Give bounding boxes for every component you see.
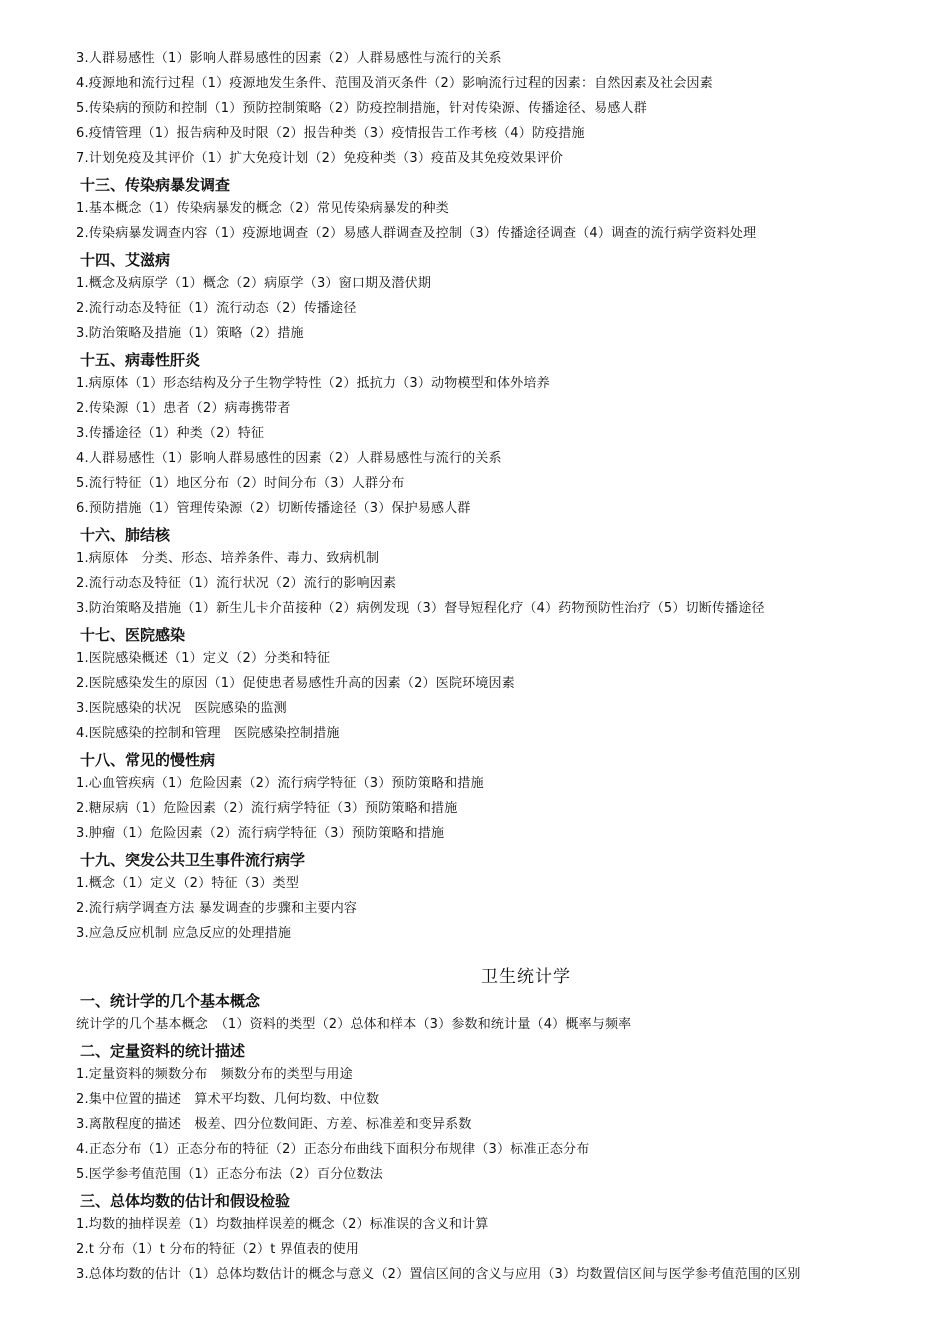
text-line: 5.传染病的预防和控制（1）预防控制策略（2）防疫控制措施，针对传染源、传播途径、易感人群 <box>76 101 647 116</box>
text-line: 2.医院感染发生的原因（1）促使患者易感性升高的因素（2）医院环境因素 <box>76 676 515 691</box>
text-line: 1.定量资料的频数分布 频数分布的类型与用途 <box>76 1067 353 1082</box>
text-line: 2.流行动态及特征（1）流行动态（2）传播途径 <box>76 301 357 316</box>
text-line: 3.防治策略及措施（1）新生儿卡介苗接种（2）病例发现（3）督导短程化疗（4）药物预防性治疗（5）切断传播途径 <box>76 601 765 616</box>
section-16 <box>76 525 936 625</box>
text-line: 1.医院感染概述（1）定义（2）分类和特征 <box>76 651 331 666</box>
stats-section-1 <box>76 991 936 1041</box>
section-heading: 十五、病毒性肝炎 <box>80 351 201 369</box>
text-line: 3.应急反应机制 应急反应的处理措施 <box>76 926 292 941</box>
text-line: 2.糖尿病（1）危险因素（2）流行病学特征（3）预防策略和措施 <box>76 801 458 816</box>
text-line: 1.心血管疾病（1）危险因素（2）流行病学特征（3）预防策略和措施 <box>76 776 484 791</box>
text-line: 2.传染病暴发调查内容（1）疫源地调查（2）易感人群调查及控制（3）传播途径调查（4）调查的流行病学资料处理 <box>76 226 757 241</box>
section-heading: 十七、医院感染 <box>80 626 186 644</box>
text-line: 5.医学参考值范围（1）正态分布法（2）百分位数法 <box>76 1167 383 1182</box>
text-line: 统计学的几个基本概念 （1）资料的类型（2）总体和样本（3）参数和统计量（4）概率与频率 <box>76 1017 632 1032</box>
text-line: 3.传播途径（1）种类（2）特征 <box>76 426 265 441</box>
section-heading: 十八、常见的慢性病 <box>80 751 216 769</box>
text-line: 1.基本概念（1）传染病暴发的概念（2）常见传染病暴发的种类 <box>76 201 449 216</box>
section-heading: 十四、艾滋病 <box>80 251 171 269</box>
text-line: 1.概念（1）定义（2）特征（3）类型 <box>76 876 300 891</box>
text-line: 2.集中位置的描述 算术平均数、几何均数、中位数 <box>76 1092 380 1107</box>
section-heading: 十六、肺结核 <box>80 526 171 544</box>
text-line: 7.计划免疫及其评价（1）扩大免疫计划（2）免疫种类（3）疫苗及其免疫效果评价 <box>76 151 564 166</box>
section-heading: 十九、突发公共卫生事件流行病学 <box>80 851 306 869</box>
part1-top-lines <box>76 50 936 175</box>
text-line: 6.预防措施（1）管理传染源（2）切断传播途径（3）保护易感人群 <box>76 501 471 516</box>
section-17 <box>76 625 936 750</box>
text-line: 3.总体均数的估计（1）总体均数估计的概念与意义（2）置信区间的含义与应用（3）均数置信区间与医学参考值范围的区别 <box>76 1267 801 1282</box>
section-18 <box>76 750 936 850</box>
text-line: 4.人群易感性（1）影响人群易感性的因素（2）人群易感性与流行的关系 <box>76 451 502 466</box>
text-line: 2.流行动态及特征（1）流行状况（2）流行的影响因素 <box>76 576 397 591</box>
part-title: 卫生统计学 <box>481 967 571 987</box>
section-heading: 十三、传染病暴发调查 <box>80 176 231 194</box>
section-heading: 三、总体均数的估计和假设检验 <box>80 1192 291 1210</box>
text-line: 4.正态分布（1）正态分布的特征（2）正态分布曲线下面积分布规律（3）标准正态分布 <box>76 1142 590 1157</box>
section-heading: 一、统计学的几个基本概念 <box>80 992 261 1010</box>
text-line: 6.疫情管理（1）报告病种及时限（2）报告种类（3）疫情报告工作考核（4）防疫措施 <box>76 126 585 141</box>
text-line: 1.病原体 分类、形态、培养条件、毒力、致病机制 <box>76 551 380 566</box>
text-line: 1.概念及病原学（1）概念（2）病原学（3）窗口期及潜伏期 <box>76 276 432 291</box>
text-line: 5.流行特征（1）地区分布（2）时间分布（3）人群分布 <box>76 476 405 491</box>
text-line: 3.肿瘤（1）危险因素（2）流行病学特征（3）预防策略和措施 <box>76 826 445 841</box>
text-line: 1.病原体（1）形态结构及分子生物学特性（2）抵抗力（3）动物模型和体外培养 <box>76 376 550 391</box>
text-line: 3.医院感染的状况 医院感染的监测 <box>76 701 287 716</box>
text-line: 3.人群易感性（1）影响人群易感性的因素（2）人群易感性与流行的关系 <box>76 51 502 66</box>
document-body <box>76 50 936 1291</box>
text-line: 3.离散程度的描述 极差、四分位数间距、方差、标准差和变异系数 <box>76 1117 472 1132</box>
text-line: 3.防治策略及措施（1）策略（2）措施 <box>76 326 304 341</box>
text-line: 2.流行病学调查方法 暴发调查的步骤和主要内容 <box>76 901 358 916</box>
text-line: 4.疫源地和流行过程（1）疫源地发生条件、范围及消灭条件（2）影响流行过程的因素：自然因素及社会因素 <box>76 76 713 91</box>
section-19 <box>76 850 936 950</box>
stats-section-2 <box>76 1041 936 1191</box>
section-14 <box>76 250 936 350</box>
stats-section-3 <box>76 1191 936 1291</box>
text-line: 1.均数的抽样误差（1）均数抽样误差的概念（2）标准误的含义和计算 <box>76 1217 489 1232</box>
text-line: 2.t 分布（1）t 分布的特征（2）t 界值表的使用 <box>76 1242 360 1257</box>
section-15 <box>76 350 936 525</box>
text-line: 2.传染源（1）患者（2）病毒携带者 <box>76 401 291 416</box>
section-gap <box>76 950 936 966</box>
text-line: 4.医院感染的控制和管理 医院感染控制措施 <box>76 726 340 741</box>
section-heading: 二、定量资料的统计描述 <box>80 1042 246 1060</box>
section-13 <box>76 175 936 250</box>
